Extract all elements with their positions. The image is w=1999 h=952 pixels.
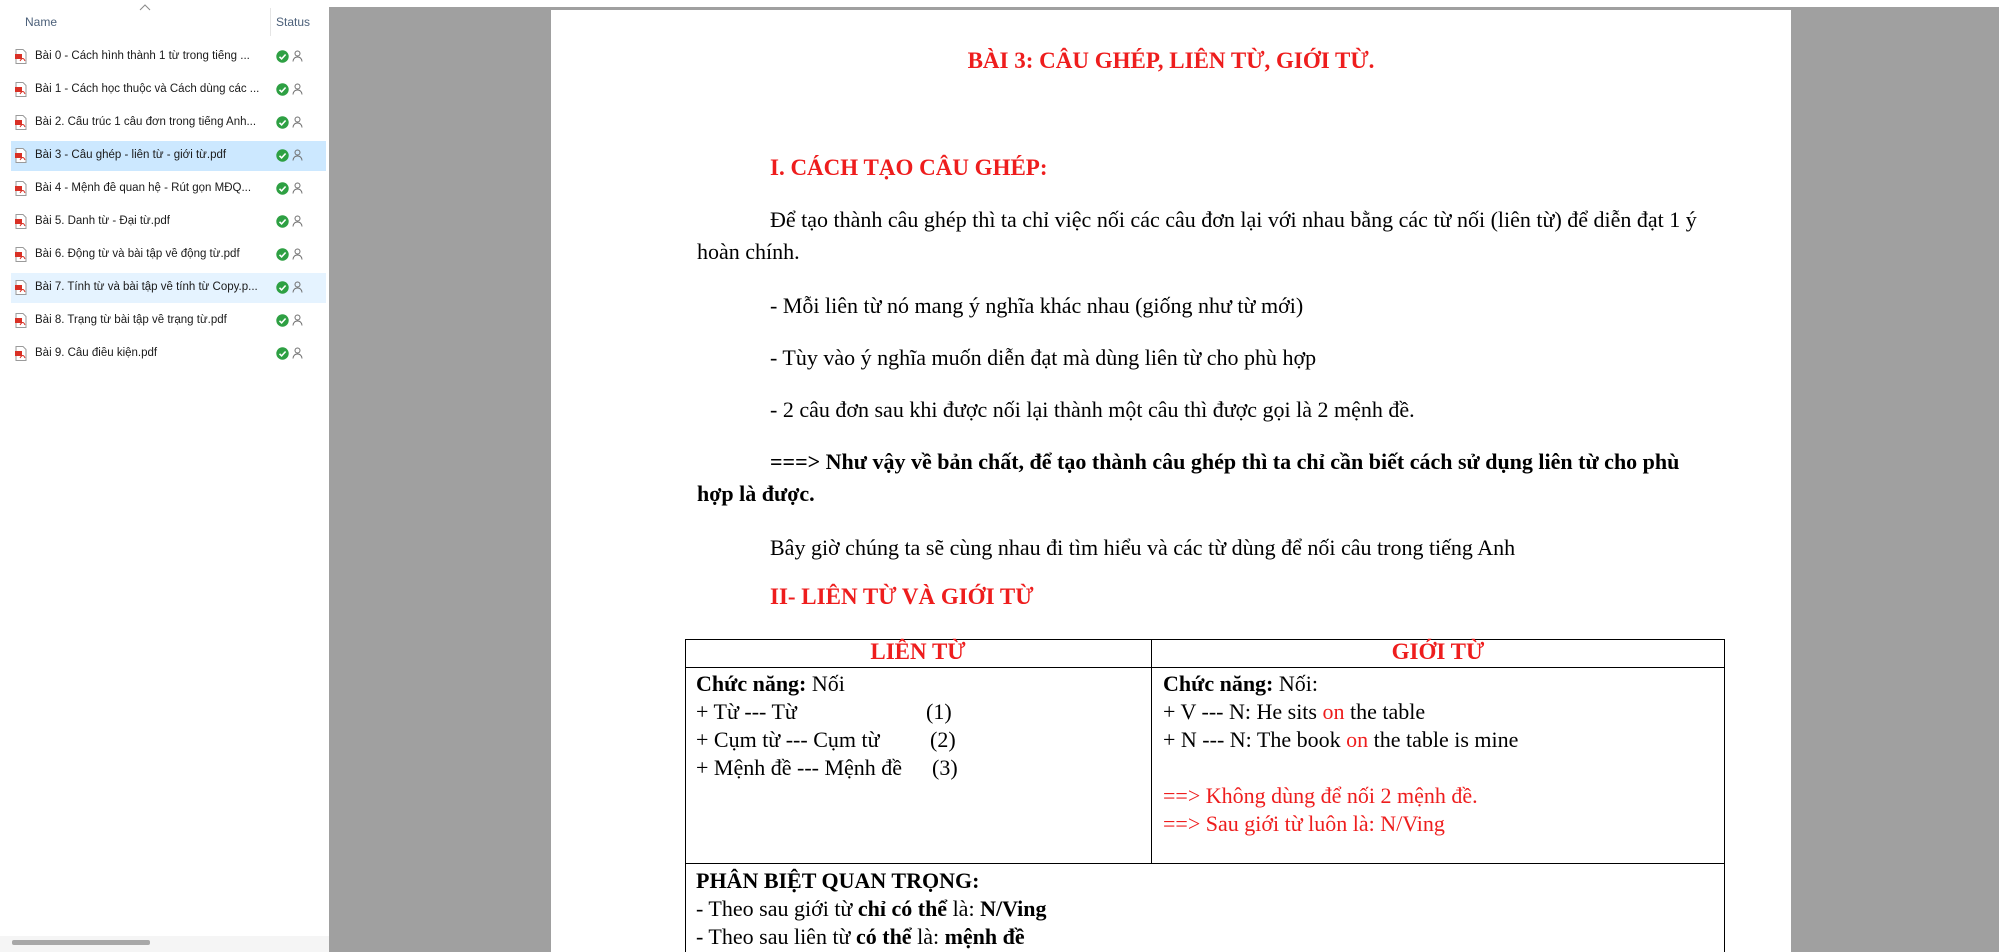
transition-paragraph (697, 532, 1697, 564)
bullet-paragraph (697, 394, 1697, 426)
distinction-text: là: (947, 896, 981, 921)
distinction-line (696, 895, 1046, 923)
column-status-header[interactable]: Status (276, 15, 311, 29)
file-row[interactable] (11, 339, 326, 369)
distinction-text: - Theo sau liên từ (696, 924, 856, 949)
distinction-value: N/Ving (980, 896, 1047, 921)
sync-ok-icon (276, 182, 289, 195)
section-heading-2: II- LIÊN TỪ VÀ GIỚI TỪ (770, 584, 1034, 609)
bullet-paragraph (697, 342, 1697, 374)
file-list-panel (0, 0, 329, 952)
conclusion-paragraph (697, 446, 1697, 510)
function-label: Chức năng: (1163, 671, 1274, 696)
example-text: + N --- N: The book (1163, 727, 1347, 752)
transition-text: Bây giờ chúng ta sẽ cùng nhau đi tìm hiểu và các từ dùng để nối câu trong tiếng Anh (770, 535, 1516, 560)
person-icon (292, 281, 303, 293)
section-heading-1: I. CÁCH TẠO CÂU GHÉP: (770, 155, 1048, 180)
person-icon (292, 215, 303, 227)
file-row[interactable] (11, 141, 326, 171)
column-divider[interactable] (270, 8, 271, 36)
distinction-text: là: (911, 924, 945, 949)
pdf-file-icon (15, 247, 27, 262)
sync-ok-icon (276, 248, 289, 261)
lien-tu-row-number: (3) (932, 755, 958, 780)
lien-tu-row-number: (2) (930, 727, 956, 752)
person-icon (292, 248, 303, 260)
lien-tu-row-number: (1) (926, 699, 952, 724)
file-name: Bài 7. Tính từ và bài tập về tính từ Copy.p... (35, 281, 258, 293)
pdf-file-icon (15, 346, 27, 361)
function-value: Nối: (1273, 671, 1319, 696)
person-icon (292, 182, 303, 194)
file-row[interactable] (11, 108, 326, 138)
table-border (1151, 639, 1152, 863)
sync-ok-icon (276, 281, 289, 294)
table-header-lien-tu: LIÊN TỪ (870, 639, 966, 664)
table-border (685, 667, 1725, 668)
horizontal-scrollbar[interactable] (0, 936, 329, 952)
scrollbar-thumb[interactable] (12, 940, 150, 945)
person-icon (292, 149, 303, 161)
document-title: BÀI 3: CÂU GHÉP, LIÊN TỪ, GIỚI TỪ. (967, 48, 1375, 73)
conclusion-arrow: ===> (770, 449, 821, 474)
file-row[interactable] (11, 306, 326, 336)
column-header (0, 0, 329, 40)
pdf-file-icon (15, 214, 27, 229)
table-border (1724, 639, 1725, 952)
lien-tu-row: + Mệnh đề --- Mệnh đề (696, 755, 903, 780)
pdf-file-icon (15, 49, 27, 64)
distinction-emphasis: có thể (855, 924, 912, 949)
conclusion-text: Như vậy về bản chất, để tạo thành câu ghép thì ta chỉ cần biết cách sử dụng liên từ cho phù hợp là được. (697, 449, 1680, 506)
pdf-file-icon (15, 313, 27, 328)
gioi-tu-note: ==> Sau giới từ luôn là: N/Ving (1163, 811, 1445, 836)
distinction-text: - Theo sau giới từ (696, 896, 858, 921)
person-icon (292, 83, 303, 95)
sync-ok-icon (276, 50, 289, 63)
file-name: Bài 8. Trạng từ bài tập về trạng từ.pdf (35, 314, 227, 326)
table-border (685, 863, 1725, 864)
distinction-emphasis: chỉ có thể (857, 896, 948, 921)
example-preposition: on (1322, 699, 1345, 724)
example-text: + V --- N: He sits (1163, 699, 1323, 724)
file-name: Bài 6. Động từ và bài tập về động từ.pdf (35, 248, 240, 260)
example-text: the table (1344, 699, 1426, 724)
example-text: the table is mine (1368, 727, 1519, 752)
person-icon (292, 50, 303, 62)
sort-ascending-icon[interactable] (139, 3, 151, 11)
intro-paragraph (697, 204, 1697, 268)
gioi-tu-example (1163, 726, 1518, 754)
pdf-file-icon (15, 82, 27, 97)
pdf-page (551, 10, 1791, 952)
bullet-paragraph (697, 290, 1697, 322)
column-name-header[interactable]: Name (25, 15, 58, 29)
distinction-heading: PHÂN BIỆT QUAN TRỌNG: (696, 868, 980, 893)
example-preposition: on (1346, 727, 1369, 752)
file-name: Bài 1 - Cách học thuộc và Cách dùng các ... (35, 83, 260, 95)
sync-ok-icon (276, 215, 289, 228)
pdf-file-icon (15, 148, 27, 163)
file-row[interactable] (11, 75, 326, 105)
bullet-text: - Mỗi liên từ nó mang ý nghĩa khác nhau (giống như từ mới) (770, 293, 1304, 318)
person-icon (292, 314, 303, 326)
person-icon (292, 116, 303, 128)
file-name: Bài 4 - Mệnh đề quan hệ - Rút gọn MĐQ... (35, 182, 252, 194)
bullet-text: - Tùy vào ý nghĩa muốn diễn đạt mà dùng liên từ cho phù hợp (770, 345, 1317, 370)
file-row[interactable] (11, 273, 326, 303)
function-label: Chức năng: (696, 671, 807, 696)
lien-tu-row: + Cụm từ --- Cụm từ (696, 727, 880, 752)
file-name: Bài 0 - Cách hình thành 1 từ trong tiếng ... (35, 50, 250, 62)
lien-tu-function (696, 670, 845, 698)
distinction-value: mệnh đề (944, 924, 1025, 949)
person-icon (292, 347, 303, 359)
file-name: Bài 5. Danh từ - Đại từ.pdf (35, 215, 170, 227)
file-name: Bài 2. Cấu trúc 1 câu đơn trong tiếng Anh... (35, 116, 257, 128)
sync-ok-icon (276, 116, 289, 129)
sync-ok-icon (276, 83, 289, 96)
file-row[interactable] (11, 240, 326, 270)
file-row[interactable] (11, 207, 326, 237)
function-value: Nối (806, 671, 845, 696)
file-row[interactable] (11, 42, 326, 72)
pdf-file-icon (15, 280, 27, 295)
sync-ok-icon (276, 314, 289, 327)
distinction-line (696, 923, 1025, 951)
pdf-file-icon (15, 181, 27, 196)
sync-ok-icon (276, 149, 289, 162)
file-name: Bài 9. Câu điều kiện.pdf (35, 347, 158, 359)
file-row[interactable] (11, 174, 326, 204)
table-header-gioi-tu: GIỚI TỪ (1391, 639, 1485, 664)
gioi-tu-function (1163, 670, 1318, 698)
intro-text: Để tạo thành câu ghép thì ta chỉ việc nối các câu đơn lại với nhau bằng các từ nối (liên từ) để diễn đạt 1 ý hoàn chính. (697, 207, 1697, 264)
gioi-tu-note: ==> Không dùng để nối 2 mệnh đề. (1163, 783, 1478, 808)
bullet-text: - 2 câu đơn sau khi được nối lại thành một câu thì được gọi là 2 mệnh đề. (770, 397, 1415, 422)
lien-tu-row: + Từ --- Từ (696, 699, 797, 724)
file-name: Bài 3 - Câu ghép - liên từ - giới từ.pdf (35, 149, 227, 161)
sync-ok-icon (276, 347, 289, 360)
gioi-tu-example (1163, 698, 1425, 726)
pdf-preview-pane (329, 7, 1999, 952)
table-border (685, 639, 686, 952)
pdf-file-icon (15, 115, 27, 130)
